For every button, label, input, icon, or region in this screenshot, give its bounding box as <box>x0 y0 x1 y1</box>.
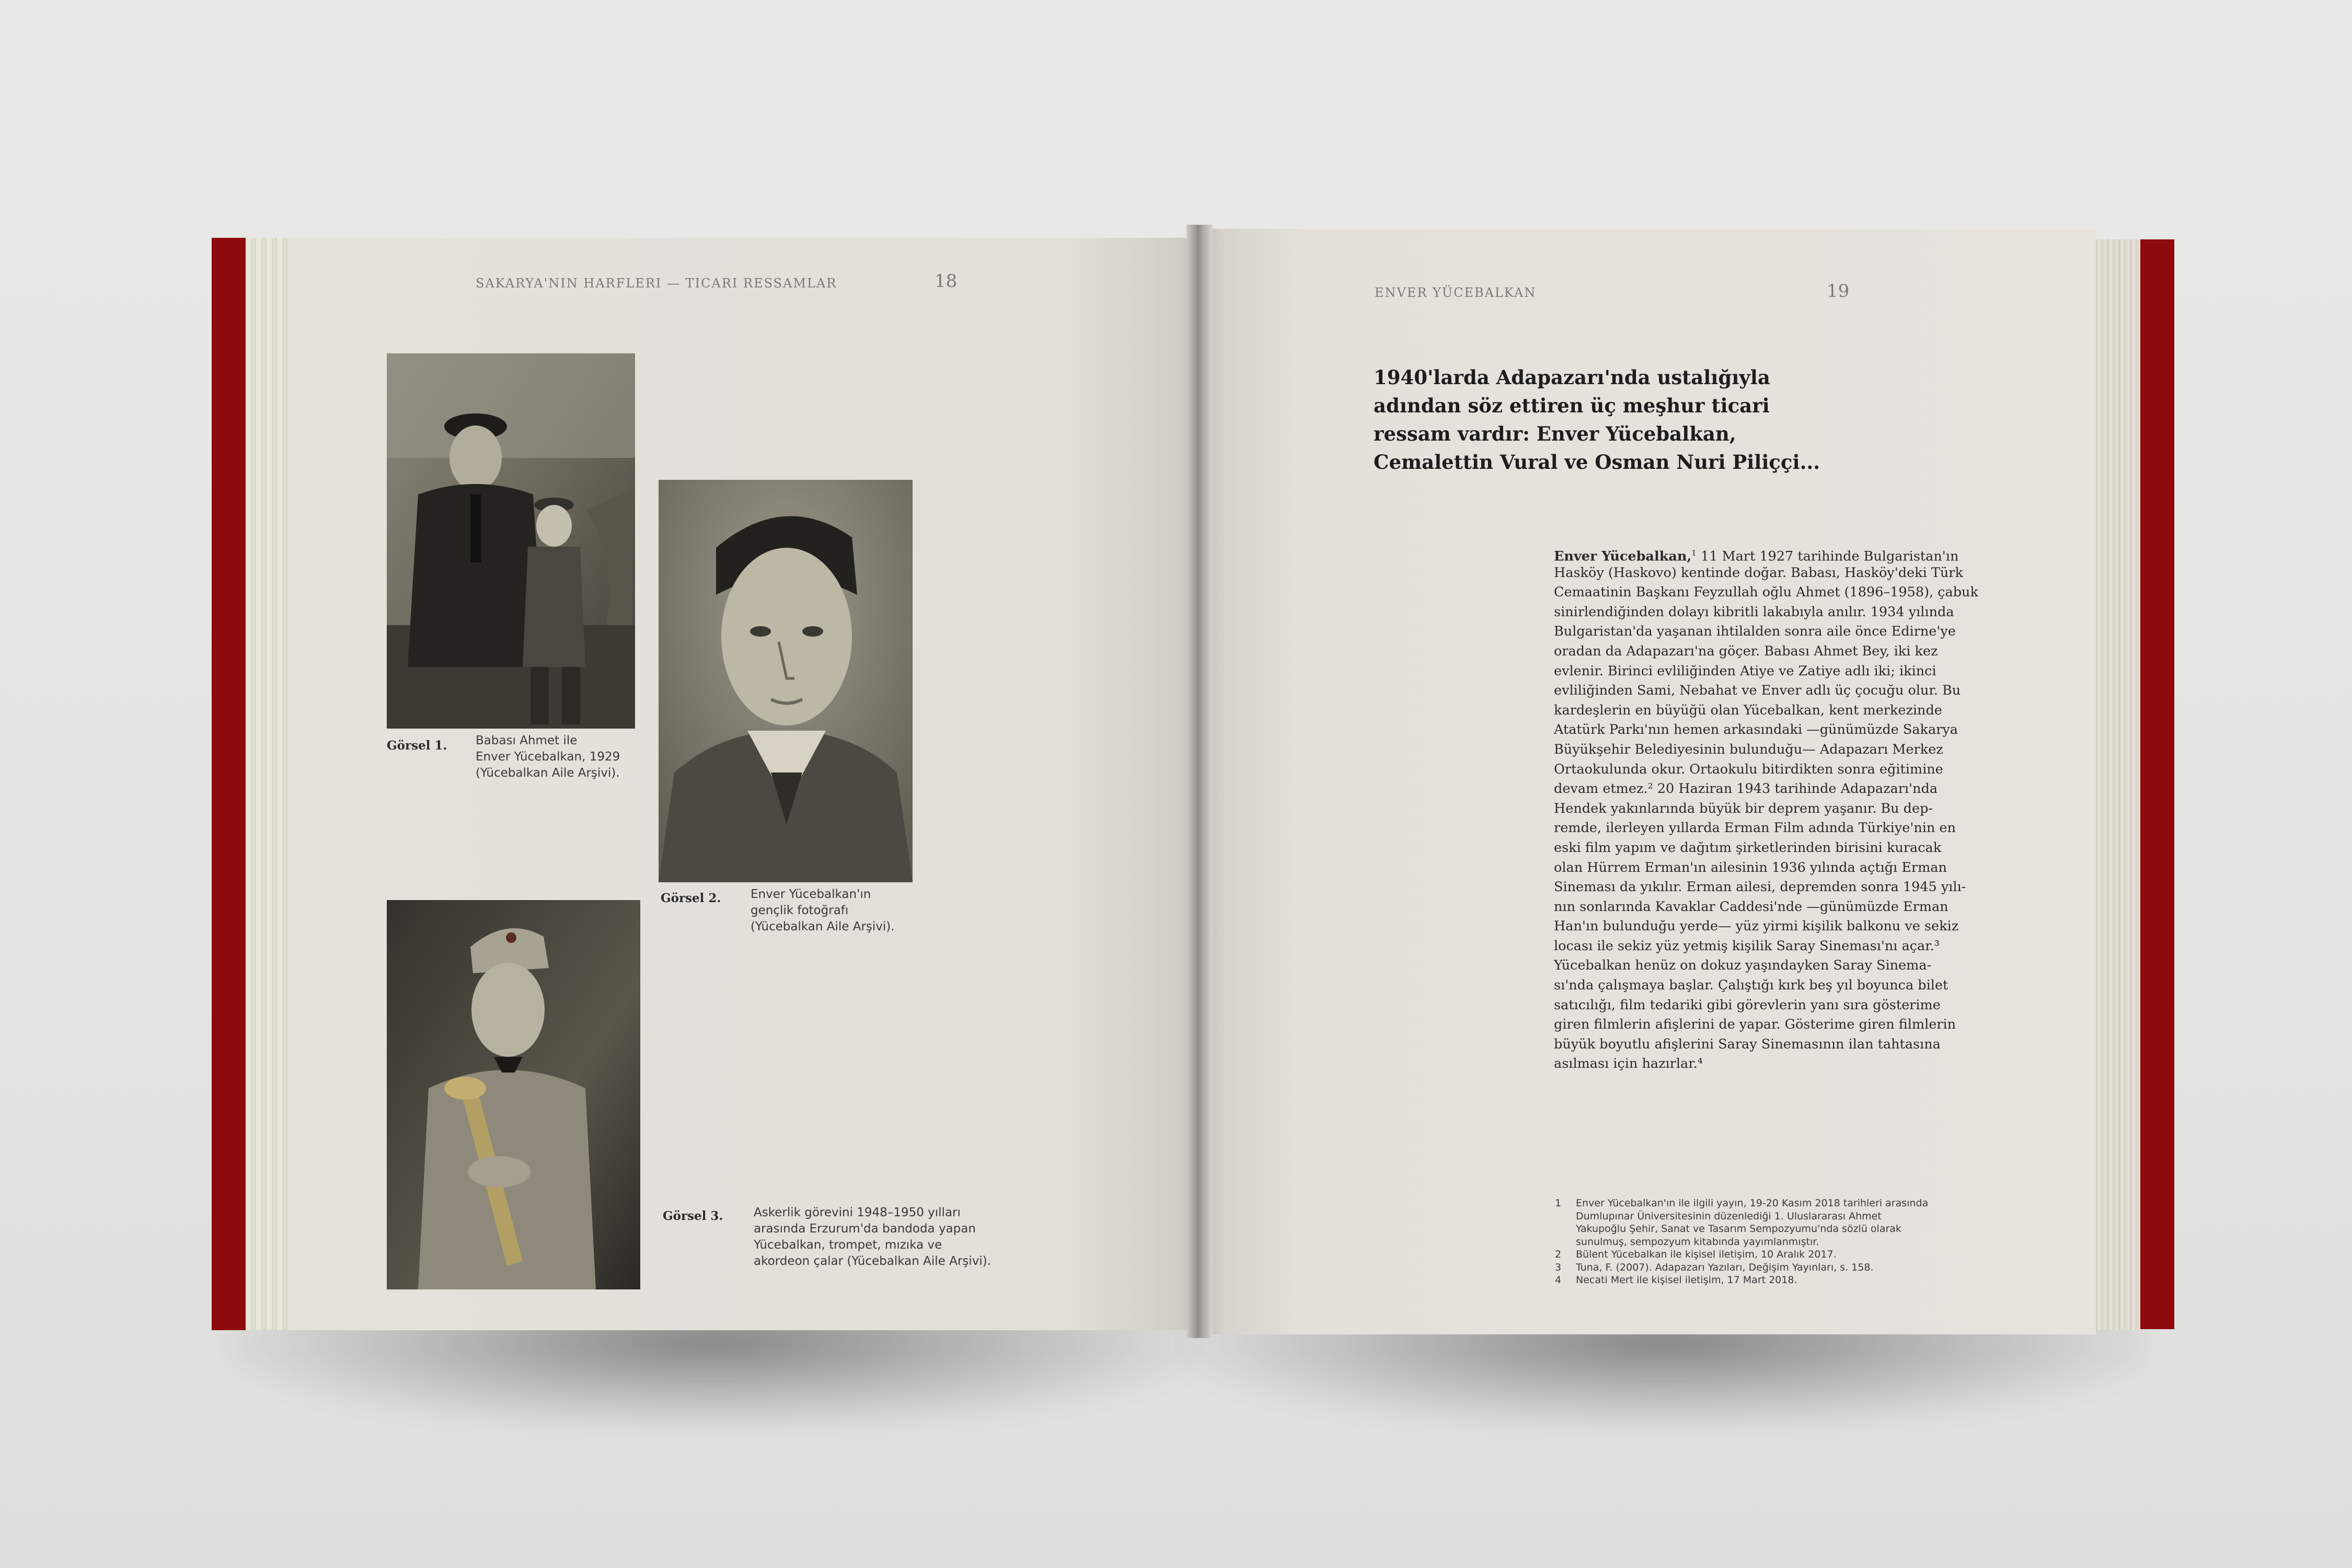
body-line: Ortaokulunda okur. Ortaokulu bitirdikten sonra eğitimine <box>1554 761 1943 777</box>
page-number-left: 18 <box>935 271 958 292</box>
footnote-line: Enver Yücebalkan'ın ile ilgili yayın, 19-20 Kasım 2018 tarihleri arasında <box>1576 1197 1929 1209</box>
book-cover-left <box>212 238 248 1330</box>
footnote-line: Yakupoğlu Şehir, Sanat ve Tasarım Sempozyumu'nda sözlü olarak <box>1576 1223 1901 1235</box>
body-line: Bulgaristan'da yaşanan ihtilalden sonra aile önce Edirne'ye <box>1554 624 1956 640</box>
body-line <box>1554 544 1994 563</box>
figure-2-caption-line: Enver Yücebalkan'ın <box>751 887 871 901</box>
body-line: Sineması da yıkılır. Erman ailesi, depremden sonra 1945 yılı- <box>1554 879 1966 895</box>
figure-2-label: Görsel 2. <box>661 891 721 905</box>
body-line: Han'ın bulunduğu yerde— yüz yirmi kişilik balkonu ve sekiz <box>1554 918 1959 935</box>
photo-youth-portrait <box>659 480 913 882</box>
body-line: olan Hürrem Erman'ın ailesinin 1936 yılında açtığı Erman <box>1554 859 1947 875</box>
figure-2-caption-line: (Yücebalkan Aile Arşivi). <box>751 920 895 933</box>
body-line: Hasköy (Haskovo) kentinde doğar. Babası, Hasköy'deki Türk <box>1554 564 1963 581</box>
body-line: giren filmlerin afişlerini de yapar. Gösterime giren filmlerin <box>1554 1017 1956 1033</box>
figure-3-caption-line: akordeon çalar (Yücebalkan Aile Arşivi). <box>754 1254 991 1268</box>
footnote-line: Dumlupınar Üniversitesinin düzenlediği 1. Uluslararası Ahmet <box>1576 1210 1882 1222</box>
body-line: asılması için hazırlar.⁴ <box>1554 1056 1703 1072</box>
page-edges-left <box>246 238 293 1330</box>
figure-2-caption-line: gençlik fotoğrafı <box>751 904 849 917</box>
figure-2-caption <box>751 886 895 935</box>
page-edges-right <box>2091 239 2140 1329</box>
figure-1-label: Görsel 1. <box>387 739 447 753</box>
body-line: evliliğinden Sami, Nebahat ve Enver adlı üç çocuğu olur. Bu <box>1554 683 1961 699</box>
footnote-number: 4 <box>1555 1274 1562 1286</box>
figure-3-caption-line: arasında Erzurum'da bandoda yapan <box>754 1222 976 1236</box>
body-line: Büyükşehir Belediyesinin bulunduğu— Adapazarı Merkez <box>1554 741 1943 757</box>
figure-3-label: Görsel 3. <box>663 1209 723 1223</box>
body-line-text: 11 Mart 1927 tarihinde Bulgaristan'ın <box>1696 548 1959 564</box>
figure-1-caption <box>476 733 620 781</box>
body-line: evlenir. Birinci evliliğinden Atiye ve Zatiye adlı iki; ikinci <box>1554 663 1936 679</box>
headline-line: Cemalettin Vural ve Osman Nuri Piliççi... <box>1374 451 1820 474</box>
body-paragraph <box>1554 544 1994 1074</box>
body-line: Hendek yakınlarında büyük bir deprem yaşanır. Bu dep- <box>1554 800 1933 816</box>
book-gutter <box>1186 225 1213 1338</box>
photo-trumpet-soldier <box>387 900 640 1289</box>
figure-1-caption-line: (Yücebalkan Aile Arşivi). <box>476 766 620 780</box>
headline-line: ressam vardır: Enver Yücebalkan, <box>1374 422 1736 445</box>
chapter-headline <box>1374 363 1844 476</box>
page-number-right: 19 <box>1827 281 1850 302</box>
photo-father-and-son <box>387 353 635 729</box>
footnote-number: 3 <box>1555 1261 1562 1273</box>
figure-3-caption-line: Yücebalkan, trompet, mızıka ve <box>754 1238 942 1252</box>
footnote-ref: 1 <box>1691 548 1697 558</box>
running-head-left: SAKARYA'NIN HARFLERI — TICARI RESSAMLAR <box>476 276 837 291</box>
figure-1-caption-line: Babası Ahmet ile <box>476 734 578 747</box>
footnote-line: Tuna, F. (2007). Adapazarı Yazıları, Değişim Yayınları, s. 158. <box>1576 1261 1874 1273</box>
headline-line: adından söz ettiren üç meşhur ticari <box>1374 394 1770 417</box>
footnote <box>1555 1261 1952 1274</box>
running-head-right: ENVER YÜCEBALKAN <box>1375 285 1537 300</box>
footnote-line: Bülent Yücebalkan ile kişisel iletişim, 10 Aralık 2017. <box>1576 1249 1837 1260</box>
body-line: oradan da Adapazarı'na göçer. Babası Ahmet Bey, iki kez <box>1554 643 1938 659</box>
body-line: nın sonlarında Kavaklar Caddesi'nde —günümüzde Erman <box>1554 898 1949 915</box>
body-lead-name: Enver Yücebalkan, <box>1554 548 1692 564</box>
body-line: Yücebalkan henüz on dokuz yaşındayken Saray Sinema- <box>1554 958 1932 974</box>
footnote-number: 2 <box>1555 1249 1562 1260</box>
footnote-number: 1 <box>1555 1197 1562 1209</box>
body-line: Cemaatinin Başkanı Feyzullah oğlu Ahmet (1896–1958), çabuk <box>1554 584 1978 601</box>
body-line: devam etmez.² 20 Haziran 1943 tarihinde Adapazarı'nda <box>1554 781 1938 797</box>
footnote <box>1555 1197 1952 1248</box>
body-line: büyük boyutlu afişlerini Saray Sinemasının ilan tahtasına <box>1554 1036 1941 1052</box>
headline-line: 1940'larda Adapazarı'nda ustalığıyla <box>1374 366 1770 389</box>
body-line: kardeşlerin en büyüğü olan Yücebalkan, kent merkezinde <box>1554 702 1942 718</box>
footnote <box>1555 1274 1952 1287</box>
figure-3-caption <box>754 1205 991 1270</box>
body-line: Atatürk Parkı'nın hemen arkasındaki —günümüzde Sakarya <box>1554 722 1958 738</box>
body-line: remde, ilerleyen yıllarda Erman Film adında Türkiye'nin en <box>1554 820 1956 836</box>
body-line: eski film yapım ve dağıtım şirketlerinden birisini kuracak <box>1554 839 1942 856</box>
book-cover-right <box>2138 239 2174 1329</box>
footnote <box>1555 1248 1952 1261</box>
figure-3-caption-line: Askerlik görevini 1948–1950 yılları <box>754 1206 961 1219</box>
body-line: satıcılığı, film tedariki gibi görevlerin yanı sıra gösterime <box>1554 997 1941 1013</box>
footnote-line: sunulmuş, sempozyum kitabında yayımlanmıştır. <box>1576 1236 1819 1248</box>
footnote-line: Necati Mert ile kişisel iletişim, 17 Mart 2018. <box>1576 1274 1797 1286</box>
body-line: locası ile sekiz yüz yetmiş kişilik Saray Sineması'nı açar.³ <box>1554 938 1940 954</box>
body-line: sinirlendiğinden dolayı kibritli lakabıyla anılır. 1934 yılında <box>1554 604 1954 620</box>
figure-1-caption-line: Enver Yücebalkan, 1929 <box>476 750 620 764</box>
footnotes <box>1555 1197 1952 1287</box>
body-line: sı'nda çalışmaya başlar. Çalıştığı kırk beş yıl boyunca bilet <box>1554 977 1949 994</box>
